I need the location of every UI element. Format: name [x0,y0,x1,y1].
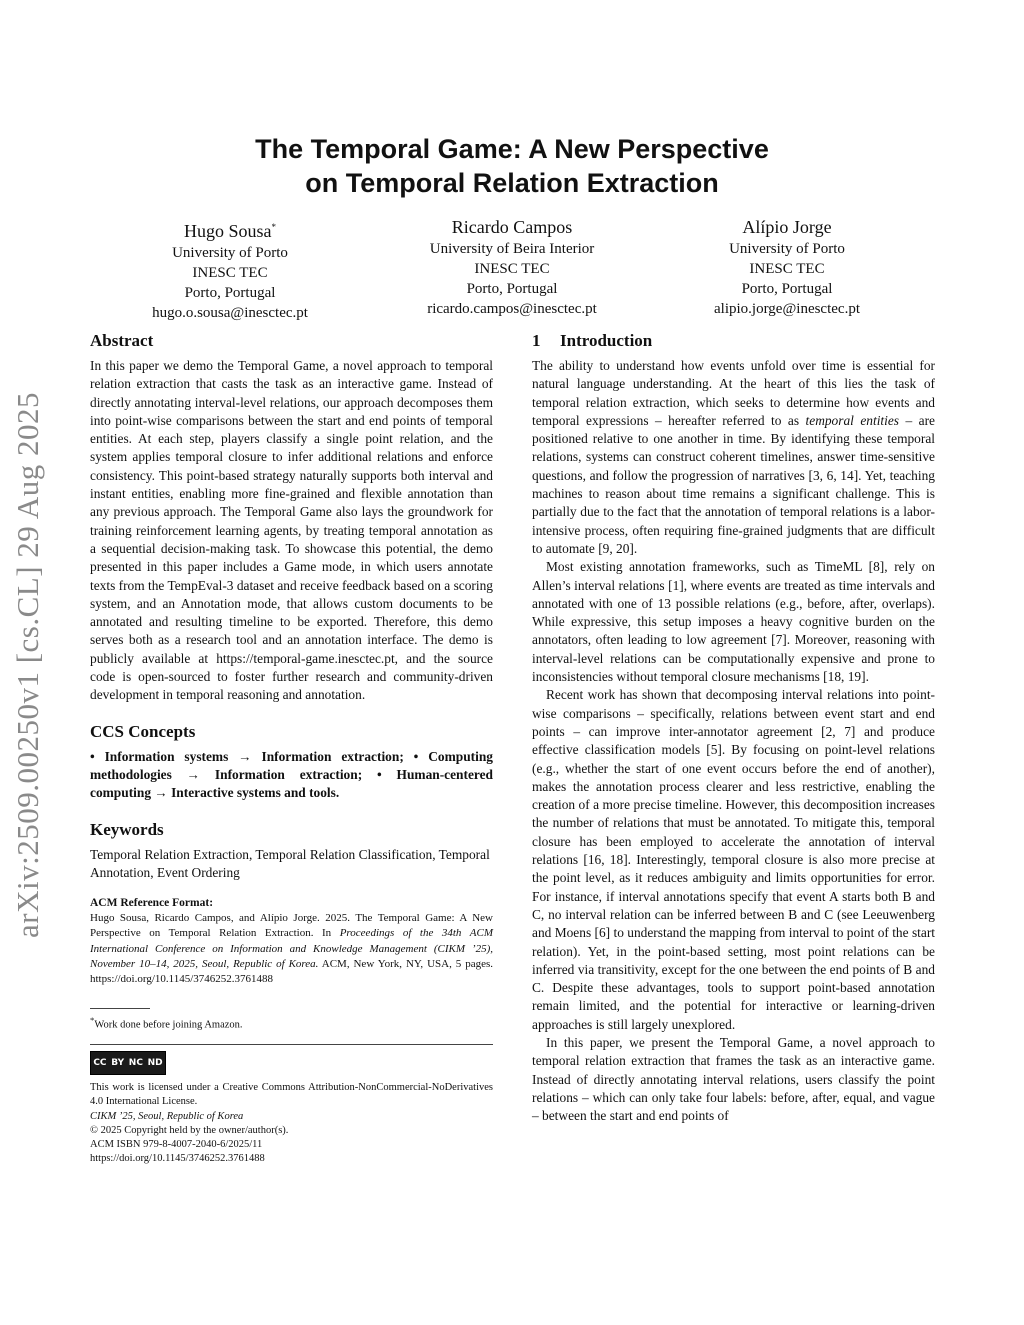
keywords-heading: Keywords [90,819,164,839]
acm-reference-heading: ACM Reference Format: [90,897,214,910]
nc-icon: NC [128,1058,143,1069]
author-location: Porto, Portugal [184,285,276,301]
license-rule [90,1044,493,1045]
acm-reference-part2: ACM, New York, NY, USA, 5 pages. https://doi.org/10.1145/3746252.3761488 [90,958,493,986]
abstract-heading: Abstract [90,331,154,350]
intro-paragraph-1: The ability to understand how events unfold over time is essential for natural language understanding. At the heart of this lies the task of temporal relation extraction, which seeks to determine how events and temporal expressions – hereafter referred to as temporal entities – are positioned relative to one another in time. By identifying these temporal relations, systems can construct coherent timelines, answer time-sensitive questions, and follow the progression of narratives [3, 6, 14]. Yet, teaching machines to reason about time remains a significant challenge. This is partially due to the fact that the annotation of temporal relations is a labor-intensive process, often requiring fine-grained judgments that are difficult to automate [9, 20]. [532,358,936,556]
cc-license-icon [90,1051,166,1075]
acm-reference-text [90,911,493,987]
introduction-heading [532,330,935,352]
footnote [90,1013,493,1033]
acm-reference-part1: Hugo Sousa, Ricardo Campos, and Alípio Jorge. 2025. The Temporal Game: A New Perspective on Temporal Relation Extraction. In [90,912,493,940]
abstract-text: In this paper we demo the Temporal Game, a novel approach to temporal relation extraction that casts the task as an interactive game. Instead of directly annotating interval-level relations, our approach decomposes them into point-wise comparisons between the start and end points of temporal entities. At each step, players classify a single point relation, and the system applies temporal closure to infer additional relations and enforce consistency. This point-based strategy naturally supports both interval and instant entities, enabling more fine-grained and flexible annotation than any previous approach. The Temporal Game also lays the groundwork for training reinforcement learning agents, by treating temporal annotation as a sequential decision-making task. To showcase this potential, the demo presented in this paper includes a Game mode, in which users annotate texts from the TempEval-3 dataset and receive feedback based on a scoring system, and an Annotation mode, that allows custom documents to be annotated and resulting timeline to be exported. Therefore, this demo serves both as a research tool and an annotation interface. The demo is publicly available at https://temporal-game.inesctec.pt, and the source code is open-sourced to foster further research and community-driven development in temporal reasoning and annotation. [90,358,493,703]
arxiv-id-text: arXiv:2509.00250v1 [cs.CL] 29 Aug 2025 [10,392,45,938]
author-3 [647,215,927,319]
arxiv-identifier [0,370,56,960]
license-text: This work is licensed under a Creative Commons Attribution-NonCommercial-NoDerivatives 4.0 International License. [90,1082,493,1108]
author-affiliation-2: INESC TEC [192,265,268,281]
by-icon: BY [111,1058,125,1069]
acm-reference-venue: Proceedings of the 34th ACM International Conference on Information and Knowledge Management (CIKM ’25), November 10–14, 2025, Seoul, Republic of Korea. [90,927,493,971]
author-email: ricardo.campos@inesctec.pt [427,301,597,317]
author-location: Porto, Portugal [466,281,558,297]
paper-title [90,132,934,200]
author-name: Alípio Jorge [742,217,832,237]
left-column [90,330,493,1166]
footnote-rule [90,1008,150,1009]
license-venue: CIKM ’25, Seoul, Republic of Korea [90,1110,244,1122]
title-line-1: The Temporal Game: A New Perspective [255,134,769,164]
intro-paragraph-3: Recent work has shown that decomposing interval relations into point-wise comparisons – specifically, relations between event start and end points – can improve inter-annotator agreement [2, 7] and produce effective classification models [5]. By focusing on point-level relations (e.g., whether the start of one event occurs before the end of another), makes the annotation process clearer and less restrictive, enabling the creation of a more precise timeline. However, this decomposition increases the number of relations that must be annotated. To mitigate this, temporal closure has been employed to accelerate the annotation of interval relations [16, 18]. Interestingly, temporal closure is also more precise at the point level, as it reduces ambiguity and limits opportunities for error. For instance, if interval annotations specify that event A starts both B and C, no interval relation can be inferred between B and C (see Leeuwenberg and Moens [6] to understand the mapping from interval to point of the start relation). Yet, in the point-based setting, most point relations can be inferred via transitivity, except for the one between the end points of B and C. Despite these advantages, tools to support point-based annotation remain limited, and the potential for interactive or learning-driven approaches is still largely unexplored. [532,687,935,1032]
footnote-text: Work done before joining Amazon. [94,1019,243,1031]
author-affiliation-2: INESC TEC [474,261,550,277]
author-2 [372,215,652,319]
ccs-text: • Information systems → Information extraction; • Computing methodologies → Information extraction; • Human-centered computing → Interactive systems and tools. [90,748,493,801]
license-isbn: ACM ISBN 979-8-4007-2040-6/2025/11 [90,1138,263,1150]
section-number: 1 [532,331,541,350]
nd-icon: ND [147,1058,163,1069]
intro-emphasis: temporal entities [805,412,900,428]
right-column [532,330,935,1125]
author-affiliation: University of Porto [729,241,845,257]
author-1 [90,215,370,323]
ccs-heading: CCS Concepts [90,721,196,741]
footnote-mark: * [90,1014,95,1025]
author-location: Porto, Portugal [741,281,833,297]
author-affiliation-2: INESC TEC [749,261,825,277]
author-affiliation: University of Beira Interior [429,241,595,257]
license-copyright: © 2025 Copyright held by the owner/author(s). [90,1124,289,1136]
cc-icon: CC [93,1058,107,1069]
author-affiliation: University of Porto [172,245,288,261]
license-doi: https://doi.org/10.1145/3746252.3761488 [90,1153,265,1165]
license-block [90,1081,493,1166]
author-name: Hugo Sousa* [183,221,276,241]
author-name: Ricardo Campos [451,217,573,237]
section-title: Introduction [560,331,653,350]
author-footnote-mark: * [271,222,276,232]
keywords-text: Temporal Relation Extraction, Temporal Relation Classification, Temporal Annotation, Event Ordering [90,846,490,880]
author-email: alipio.jorge@inesctec.pt [714,301,860,317]
author-email: hugo.o.sousa@inesctec.pt [152,305,308,321]
title-line-2: on Temporal Relation Extraction [305,168,719,198]
intro-paragraph-2: Most existing annotation frameworks, such as TimeML [8], rely on Allen’s interval relations [1], where events are treated as time intervals and annotated with one of 13 possible relations (e.g., before, after, overlaps). While expressive, this setup imposes a heavy cognitive burden on the annotators, often leading to low agreement [7]. Moreover, reasoning with interval-level relations can be computationally expensive and prone to inconsistencies without temporal closure mechanisms [18, 19]. [532,559,935,685]
intro-paragraph-4: In this paper, we present the Temporal Game, a novel approach to temporal relation extraction that frames the task as an interactive game. Instead of directly annotating interval relations, users classify the point relations – which can only take four labels: before, after, equal, and vague – between the start and end points of [532,1034,935,1124]
